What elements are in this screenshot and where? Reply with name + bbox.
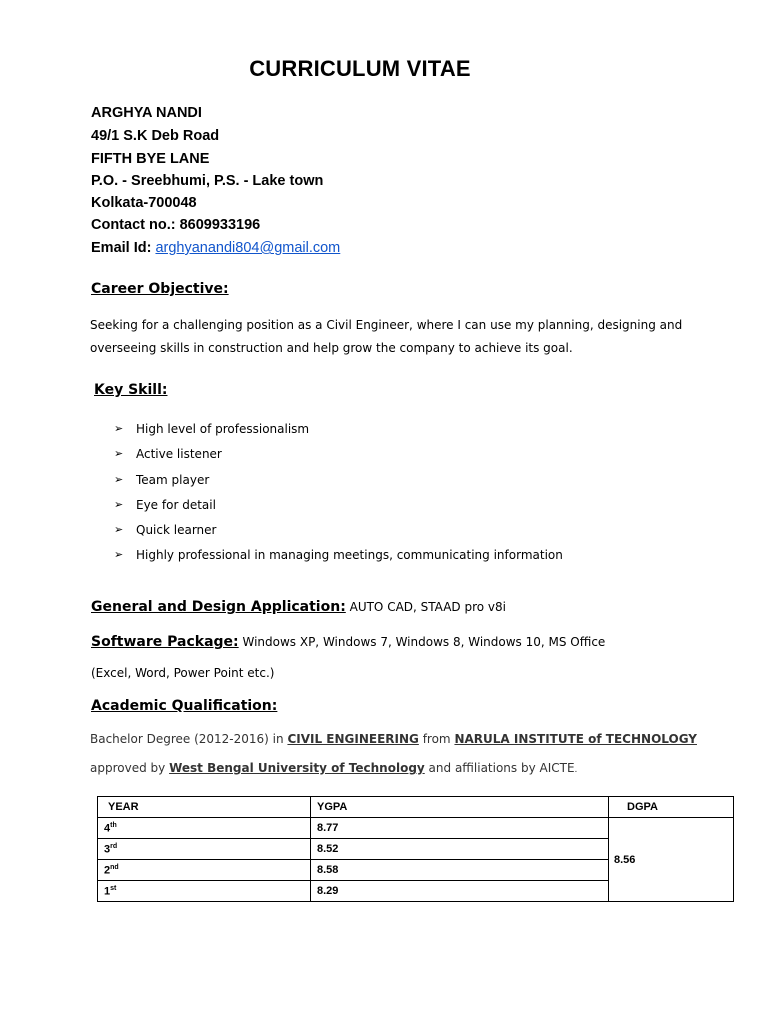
bullet-arrow-icon: ➢: [114, 548, 124, 561]
skill-item: Active listener: [136, 447, 222, 461]
header-year: YEAR: [98, 797, 311, 818]
candidate-name: ARGHYA NANDI: [91, 105, 202, 121]
bullet-arrow-icon: ➢: [114, 523, 124, 536]
year-number: 1: [104, 885, 111, 898]
dgpa-cell: 8.56: [609, 818, 734, 902]
key-skill-heading: Key Skill:: [94, 382, 168, 398]
table-header-row: [98, 797, 734, 818]
bullet-arrow-icon: ➢: [114, 473, 124, 486]
email-link[interactable]: arghyanandi804@gmail.com: [155, 240, 341, 256]
academic-table: [97, 796, 734, 902]
bullet-arrow-icon: ➢: [114, 498, 124, 511]
email-label: Email Id:: [91, 240, 156, 256]
year-cell: [98, 818, 311, 839]
design-application-value: AUTO CAD, STAAD pro v8i: [345, 600, 506, 614]
approved-text: approved by: [90, 761, 170, 775]
degree-line: [90, 732, 697, 746]
year-suffix: th: [110, 821, 117, 829]
department-name: CIVIL ENGINEERING: [287, 732, 419, 746]
university-name: West Bengal University of Technology: [169, 761, 425, 775]
ygpa-cell: 8.52: [311, 839, 609, 860]
table-row: [98, 818, 734, 839]
bullet-arrow-icon: ➢: [114, 422, 124, 435]
address-line-3: P.O. - Sreebhumi, P.S. - Lake town: [91, 173, 324, 189]
skill-item: Eye for detail: [136, 498, 216, 512]
year-cell: [98, 860, 311, 881]
design-application-row: [91, 598, 506, 616]
software-package-value: Windows XP, Windows 7, Windows 8, Windows 10, MS Office: [238, 635, 606, 649]
software-package-value-2: (Excel, Word, Power Point etc.): [91, 666, 275, 680]
software-package-heading: Software Package:: [91, 634, 239, 650]
year-number: 2: [104, 864, 111, 877]
institute-name: NARULA INSTITUTE of TECHNOLOGY: [454, 732, 697, 746]
career-objective-heading: Career Objective:: [91, 281, 229, 297]
address-line-4: Kolkata-700048: [91, 195, 197, 211]
header-dgpa: DGPA: [609, 797, 734, 818]
career-objective-line-1: Seeking for a challenging position as a Civil Engineer, where I can use my planning, designing and: [90, 318, 683, 332]
year-suffix: nd: [110, 863, 119, 871]
year-cell: [98, 881, 311, 902]
year-suffix: st: [110, 884, 117, 892]
skill-item: Quick learner: [136, 523, 217, 537]
skill-item: Team player: [136, 473, 210, 487]
skill-item: Highly professional in managing meetings, communicating information: [136, 548, 563, 562]
year-suffix: rd: [110, 842, 118, 850]
from-text: from: [418, 732, 455, 746]
header-ygpa: YGPA: [311, 797, 609, 818]
affiliation-text: and affiliations by AICTE: [424, 761, 575, 775]
year-number: 3: [104, 843, 111, 856]
ygpa-cell: 8.29: [311, 881, 609, 902]
email-row: [91, 239, 340, 257]
career-objective-line-2: overseeing skills in construction and help grow the company to achieve its goal.: [90, 341, 573, 355]
approval-line: [90, 761, 577, 775]
degree-text: Bachelor Degree (2012-2016) in: [90, 732, 288, 746]
design-application-heading: General and Design Application:: [91, 599, 346, 615]
ygpa-cell: 8.77: [311, 818, 609, 839]
document-title: CURRICULUM VITAE: [249, 56, 471, 81]
software-package-row: [91, 633, 605, 651]
period-text: .: [574, 765, 578, 775]
address-line-2: FIFTH BYE LANE: [91, 151, 210, 167]
contact-number: Contact no.: 8609933196: [91, 217, 261, 233]
academic-heading: Academic Qualification:: [91, 698, 278, 714]
bullet-arrow-icon: ➢: [114, 447, 124, 460]
address-line-1: 49/1 S.K Deb Road: [91, 128, 220, 144]
year-cell: [98, 839, 311, 860]
skill-item: High level of professionalism: [136, 422, 310, 436]
ygpa-cell: 8.58: [311, 860, 609, 881]
year-number: 4: [104, 822, 111, 835]
